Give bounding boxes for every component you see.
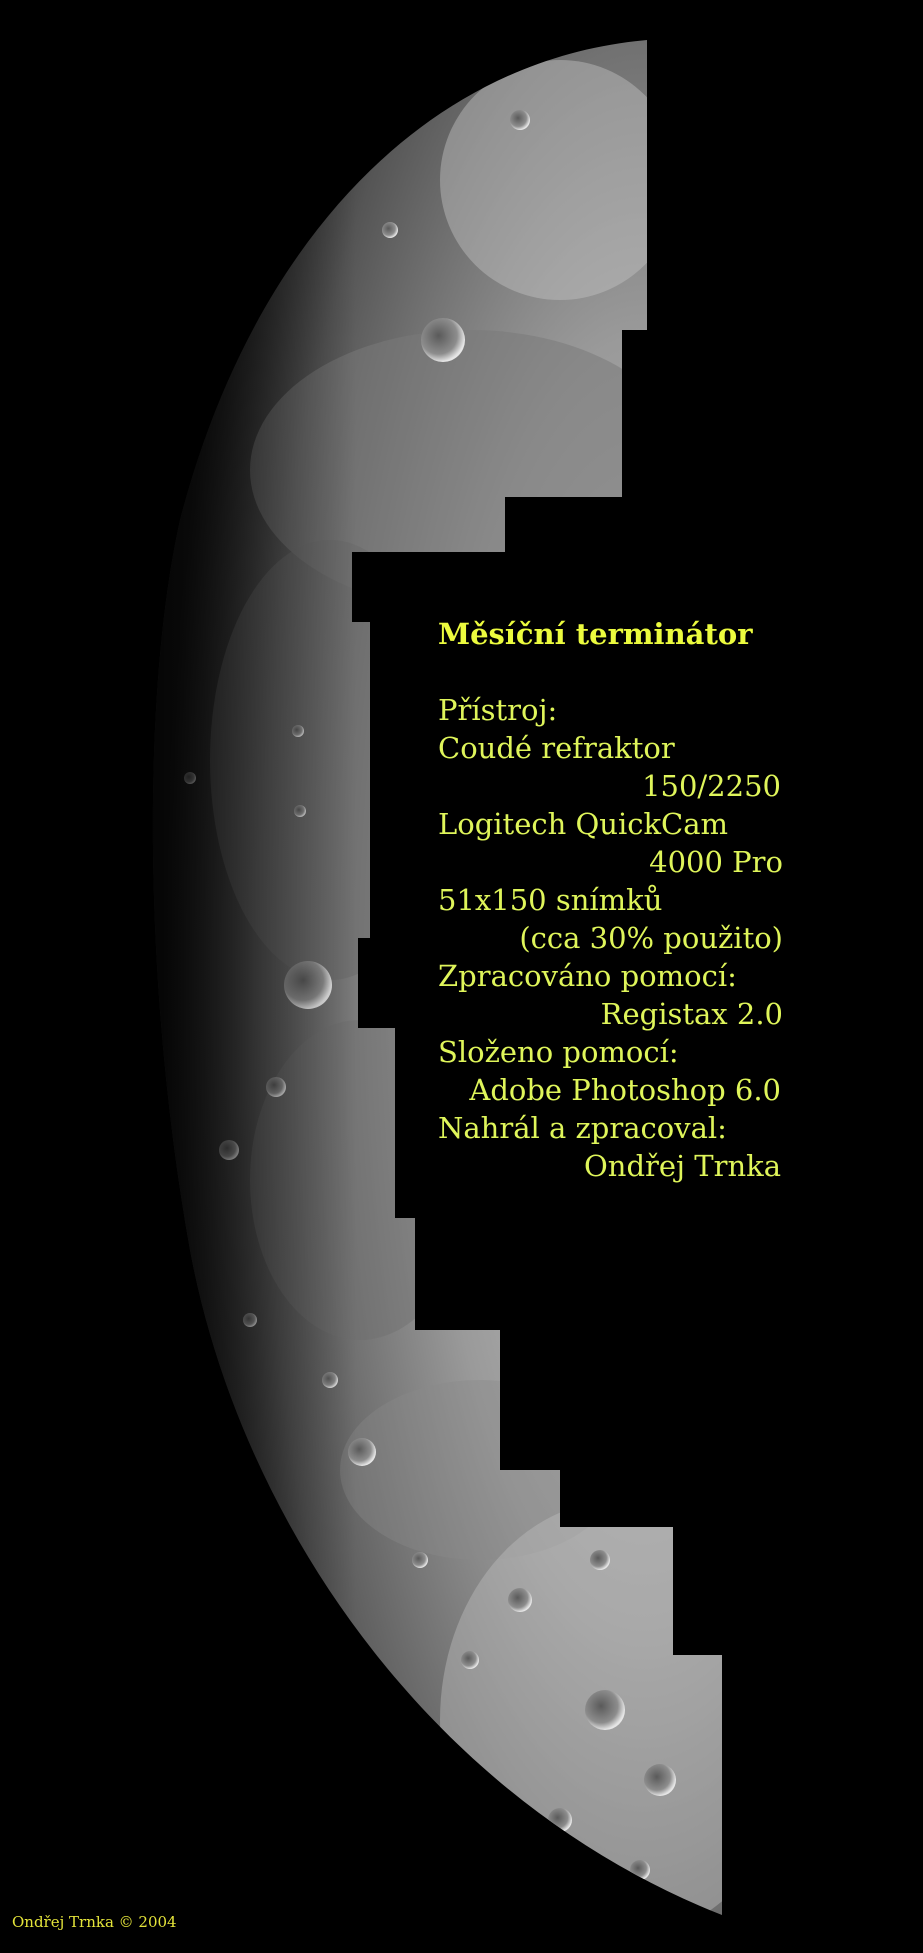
caption-line: Registax 2.0 <box>600 997 783 1031</box>
caption-line: 51x150 snímků <box>438 883 663 917</box>
caption-line: Coudé refraktor <box>438 731 675 765</box>
copyright-credit: Ondřej Trnka © 2004 <box>12 1913 177 1931</box>
caption-block <box>438 615 783 1185</box>
caption-line: (cca 30% použito) <box>519 921 783 955</box>
caption-line: Složeno pomocí: <box>438 1035 679 1069</box>
caption-line: Nahrál a zpracoval: <box>438 1111 727 1145</box>
caption-line: Přístroj: <box>438 693 558 727</box>
caption-title: Měsíční terminátor <box>438 617 753 651</box>
caption-line: 150/2250 <box>642 769 781 803</box>
caption-line: Adobe Photoshop 6.0 <box>469 1073 781 1107</box>
caption-line: Logitech QuickCam <box>438 807 729 841</box>
caption-line: Zpracováno pomocí: <box>438 959 737 993</box>
caption-line: Ondřej Trnka <box>584 1149 781 1183</box>
caption-line: 4000 Pro <box>649 845 783 879</box>
